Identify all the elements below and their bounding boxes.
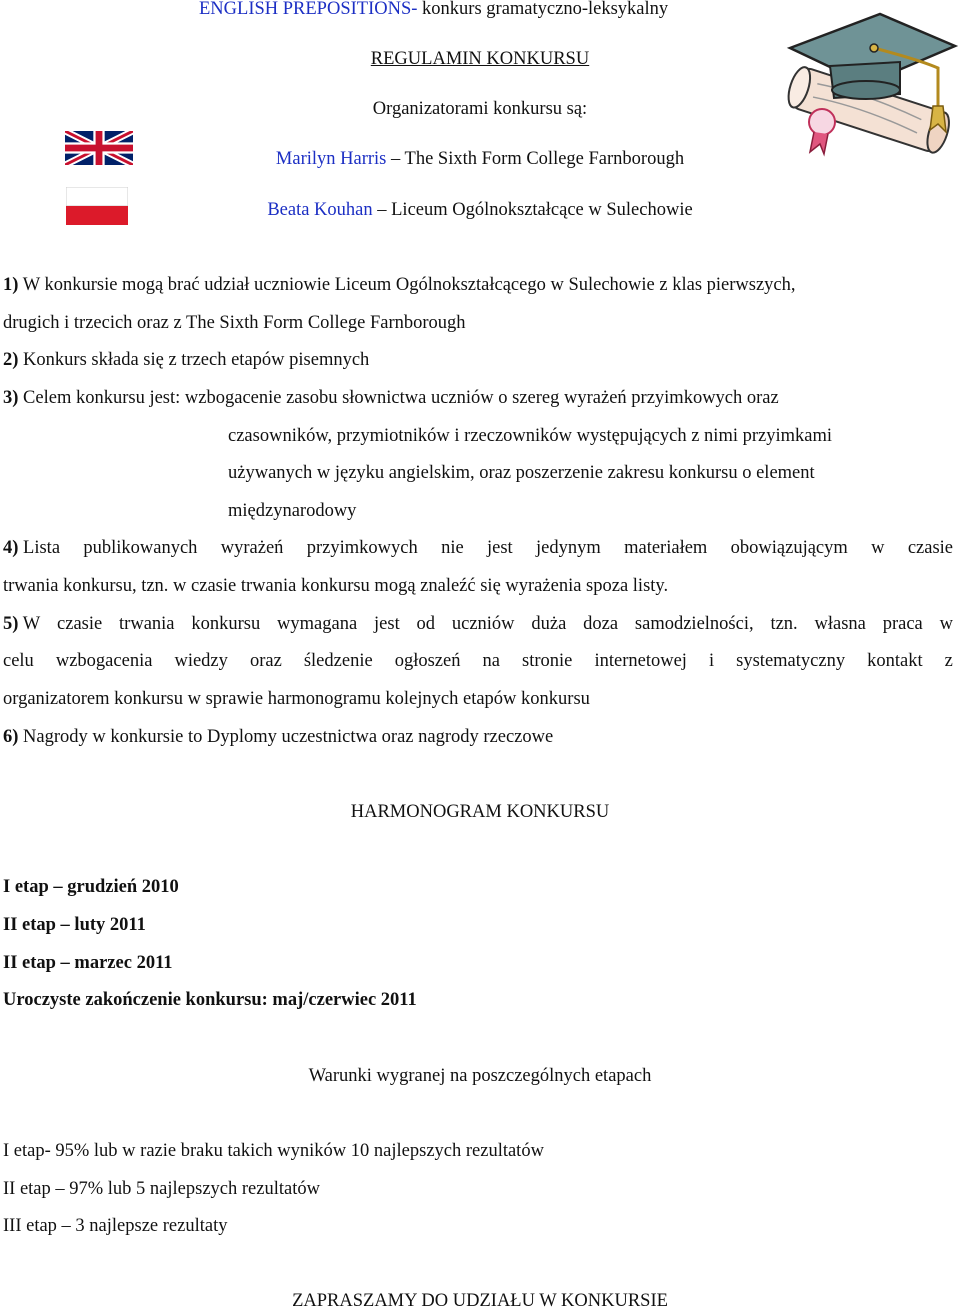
rule-1-text: W konkursie mogą brać udział uczniowie Liceum Ogólnokształcącego w Sulechowie z klas pierwszych,: [18, 275, 796, 295]
schedule-heading: HARMONOGRAM KONKURSU: [350, 802, 610, 822]
rule-3-line-2: czasowników, przymiotników i rzeczowników występujących z nimi przyimkami: [228, 426, 832, 446]
rule-1-line-1: [3, 273, 796, 297]
organizer-1-name: Marilyn Harris: [275, 149, 387, 169]
contest-title-rest: konkurs gramatyczno-leksykalny: [422, 0, 669, 19]
organizer-1-school: The Sixth Form College Farnborough: [404, 149, 685, 169]
rule-4-number: 4): [3, 538, 19, 558]
rule-5-word: oraz: [249, 651, 282, 671]
rule-5-word: samodzielności,: [634, 614, 754, 634]
rule-5-word: praca: [882, 614, 923, 634]
rule-4-word: obowiązującym: [730, 538, 848, 558]
conditions-heading: Warunki wygranej na poszczególnych etapach: [308, 1066, 652, 1086]
rule-6-number: 6): [3, 727, 19, 747]
rule-5-word: na: [482, 651, 500, 671]
rule-5-word: czasie: [57, 614, 103, 634]
rule-4-word: jest: [487, 538, 513, 558]
schedule-stage-2: II etap – luty 2011: [3, 915, 146, 935]
rule-5-word: od: [416, 614, 436, 634]
organizers-heading: Organizatorami konkursu są:: [372, 99, 588, 119]
rule-4-line-1: [3, 536, 953, 560]
rule-5-line-2: [3, 649, 953, 673]
rule-5-number: 5): [3, 614, 19, 634]
rule-5-word: uczniów: [451, 614, 515, 634]
rule-3-line-3: używanych w języku angielskim, oraz poszerzenie zakresu konkursu o element: [228, 463, 815, 483]
rule-5-line-1: [3, 612, 953, 636]
rule-5-word: wzbogacenia: [55, 651, 153, 671]
rule-2-text: Konkurs składa się z trzech etapów pisemnych: [18, 350, 370, 370]
organizer-2: [0, 198, 960, 222]
rule-5-word: systematyczny: [736, 651, 846, 671]
poland-flag-icon: [66, 187, 128, 225]
rule-5-word: wiedzy: [174, 651, 228, 671]
rule-5-word: ogłoszeń: [394, 651, 461, 671]
invitation-footer: ZAPRASZAMY DO UDZIAŁU W KONKURSIE: [292, 1291, 668, 1311]
rule-5-word: konkursu: [191, 614, 261, 634]
rule-5-word: śledzenie: [303, 651, 373, 671]
rule-5-word: doza: [583, 614, 619, 634]
graduation-cap-diploma-icon: [770, 10, 960, 160]
rule-4-word: publikowanych: [83, 538, 198, 558]
rule-4-word: w: [871, 538, 885, 558]
condition-stage-3: III etap – 3 najlepsze rezultaty: [3, 1216, 228, 1236]
rule-4-line-2: trwania konkursu, tzn. w czasie trwania konkursu mogą znaleźć się wyrażenia spoza listy.: [3, 576, 669, 596]
rule-3-line-1: [3, 386, 779, 410]
rule-5-word: internetowej: [594, 651, 687, 671]
rule-6: [3, 725, 553, 749]
rule-5-word: W: [22, 614, 41, 634]
organizer-2-dash: –: [372, 200, 392, 220]
rule-5-word: w: [939, 614, 953, 634]
rule-5-word: jest: [374, 614, 400, 634]
rule-4-word: przyimkowych: [306, 538, 418, 558]
rule-3-label: Celem konkursu jest:: [18, 388, 181, 408]
rule-5-word: celu: [3, 651, 34, 671]
organizer-2-school: Liceum Ogólnokształcące w Sulechowie: [391, 200, 693, 220]
rule-5-word: własna: [814, 614, 866, 634]
rule-5-word: kontakt: [867, 651, 923, 671]
contest-title: [199, 0, 668, 21]
rule-1-number: 1): [3, 275, 19, 295]
rule-4-word: wyrażeń: [220, 538, 284, 558]
rule-3-line-4: międzynarodowy: [228, 501, 357, 521]
rule-3-text: wzbogacenie zasobu słownictwa uczniów o szereg wyrażeń przyimkowych oraz: [180, 388, 779, 408]
organizer-1-dash: –: [386, 149, 405, 169]
rule-4-word: jedynym: [536, 538, 601, 558]
regulations-heading-text: REGULAMIN KONKURSU: [370, 49, 590, 69]
condition-stage-2: II etap – 97% lub 5 najlepszych rezultatów: [3, 1179, 320, 1199]
rule-2: [3, 348, 369, 372]
rule-5-word: z: [944, 651, 953, 671]
rule-5-word: duża: [531, 614, 567, 634]
schedule-stage-1: I etap – grudzień 2010: [3, 877, 179, 897]
rule-2-number: 2): [3, 350, 19, 370]
rule-3-number: 3): [3, 388, 19, 408]
rule-4-word: nie: [441, 538, 464, 558]
rule-5-word: stronie: [522, 651, 573, 671]
organizer-2-name: Beata Kouhan: [267, 200, 373, 220]
rule-4-word: materiałem: [624, 538, 708, 558]
rule-5-line-3: organizatorem konkursu w sprawie harmonogramu kolejnych etapów konkursu: [3, 689, 590, 709]
contest-title-blue: ENGLISH PREPOSITIONS-: [199, 0, 418, 19]
rule-5-word: wymagana: [277, 614, 358, 634]
uk-flag-icon: [65, 131, 133, 165]
rule-5-word: trwania: [119, 614, 175, 634]
condition-stage-1: I etap- 95% lub w razie braku takich wyników 10 najlepszych rezultatów: [3, 1141, 544, 1161]
rule-4-word: czasie: [907, 538, 953, 558]
schedule-stage-3: II etap – marzec 2011: [3, 953, 173, 973]
rule-5-word: tzn.: [770, 614, 798, 634]
rule-5-word: i: [708, 651, 715, 671]
rule-6-text: Nagrody w konkursie to Dyplomy uczestnictwa oraz nagrody rzeczowe: [18, 727, 554, 747]
rule-1-line-2: drugich i trzecich oraz z The Sixth Form College Farnborough: [3, 313, 466, 333]
rule-4-word: Lista: [23, 538, 61, 558]
schedule-ending: Uroczyste zakończenie konkursu: maj/czerwiec 2011: [3, 990, 417, 1010]
